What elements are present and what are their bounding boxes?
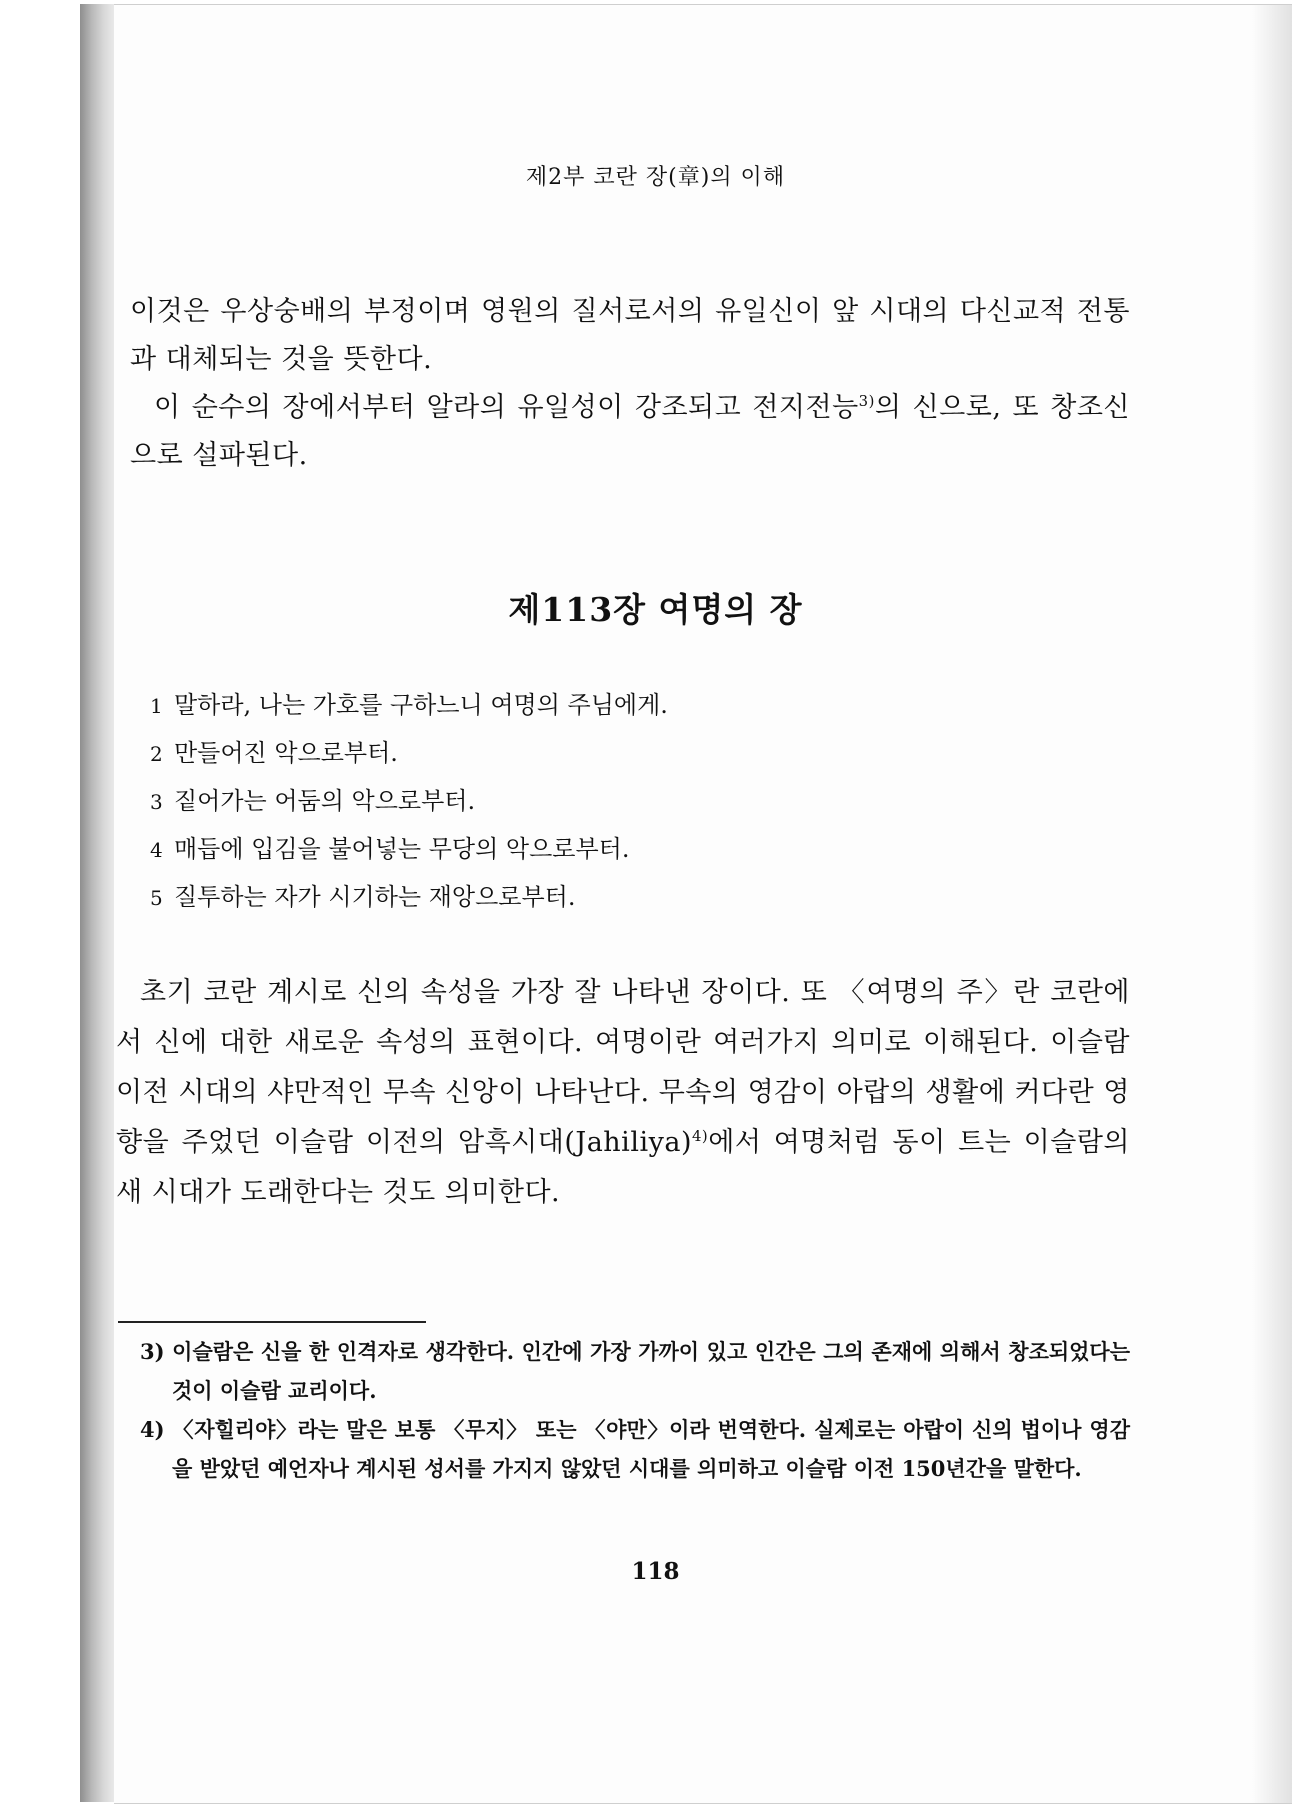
verse-list [150, 682, 1050, 922]
page-gutter-shade [1252, 5, 1292, 1803]
book-page-edges [80, 4, 115, 1802]
verse-item [150, 730, 1050, 778]
footnote-divider [118, 1321, 426, 1323]
paragraph-text: 이 순수의 장에서부터 알라의 유일성이 강조되고 전지전능 [154, 392, 859, 423]
verse-number: 3 [150, 790, 163, 814]
paragraph-oneness [130, 384, 1130, 480]
footnote-mark: 3) [140, 1339, 165, 1364]
verse-text: 질투하는 자가 시기하는 재앙으로부터. [174, 883, 576, 911]
paragraph-idolatry: 이것은 우상숭배의 부정이며 영원의 질서로서의 유일신이 앞 시대의 다신교적 전통과 대체되는 것을 뜻한다. [130, 296, 1130, 375]
verse-number: 4 [150, 838, 163, 862]
paragraph-text: 의 신으로, 또 창조신으로 설파된다. [130, 392, 1130, 471]
verse-number: 1 [150, 694, 163, 718]
verse-text: 매듭에 입김을 불어넣는 무당의 악으로부터. [174, 835, 630, 863]
running-head: 제2부 코란 장(章)의 이해 [525, 165, 786, 190]
verse-item [150, 778, 1050, 826]
chapter-title: 제113장 여명의 장 [508, 590, 803, 629]
verse-item [150, 682, 1050, 730]
footnote-item [140, 1332, 1130, 1410]
verse-text: 말하라, 나는 가호를 구하느니 여명의 주님에게. [174, 691, 668, 719]
verse-text: 짙어가는 어둠의 악으로부터. [174, 787, 476, 815]
footnote-text: 이슬람은 신을 한 인격자로 생각한다. 인간에 가장 가까이 있고 인간은 그의 존재에 의해서 창조되었다는 것이 이슬람 교리이다. [172, 1339, 1131, 1403]
footnote-item [140, 1410, 1130, 1488]
verse-text: 만들어진 악으로부터. [174, 739, 398, 767]
paragraph-text: 에서 여명처럼 동이 트는 이슬람의 새 시대가 도래한다는 것도 의미한다. [116, 1127, 1130, 1208]
footnote-reference: 4) [691, 1127, 709, 1145]
footnote-mark: 4) [140, 1417, 165, 1442]
verse-item [150, 826, 1050, 874]
verse-number: 5 [150, 886, 163, 910]
verse-item [150, 874, 1050, 922]
verse-number: 2 [150, 742, 163, 766]
footnote-reference: 3) [858, 392, 875, 410]
paragraph-commentary [116, 968, 1130, 1218]
page-number: 118 [631, 1558, 680, 1585]
footnotes [140, 1332, 1130, 1488]
paragraph-text: 초기 코란 계시로 신의 속성을 가장 잘 나타낸 장이다. 또 〈여명의 주〉란 코란에서 신에 대한 새로운 속성의 표현이다. 여명이란 여러가지 의미로 이해된다. 이슬람 이전 시대의 샤만적인 무속 신앙이 나타난다. 무속의 영감이 아랍의 생활에 커다란 영향을 주었던 이슬람 이전의 암흑시대(Jahiliya) [116, 977, 1130, 1158]
footnote-text: 〈자힐리야〉라는 말은 보통 〈무지〉 또는 〈야만〉이라 번역한다. 실제로는 아랍이 신의 법이나 영감을 받았던 예언자나 계시된 성서를 가지지 않았던 시대를 의미하고 이슬람 이전 150년간을 말한다. [172, 1417, 1130, 1481]
